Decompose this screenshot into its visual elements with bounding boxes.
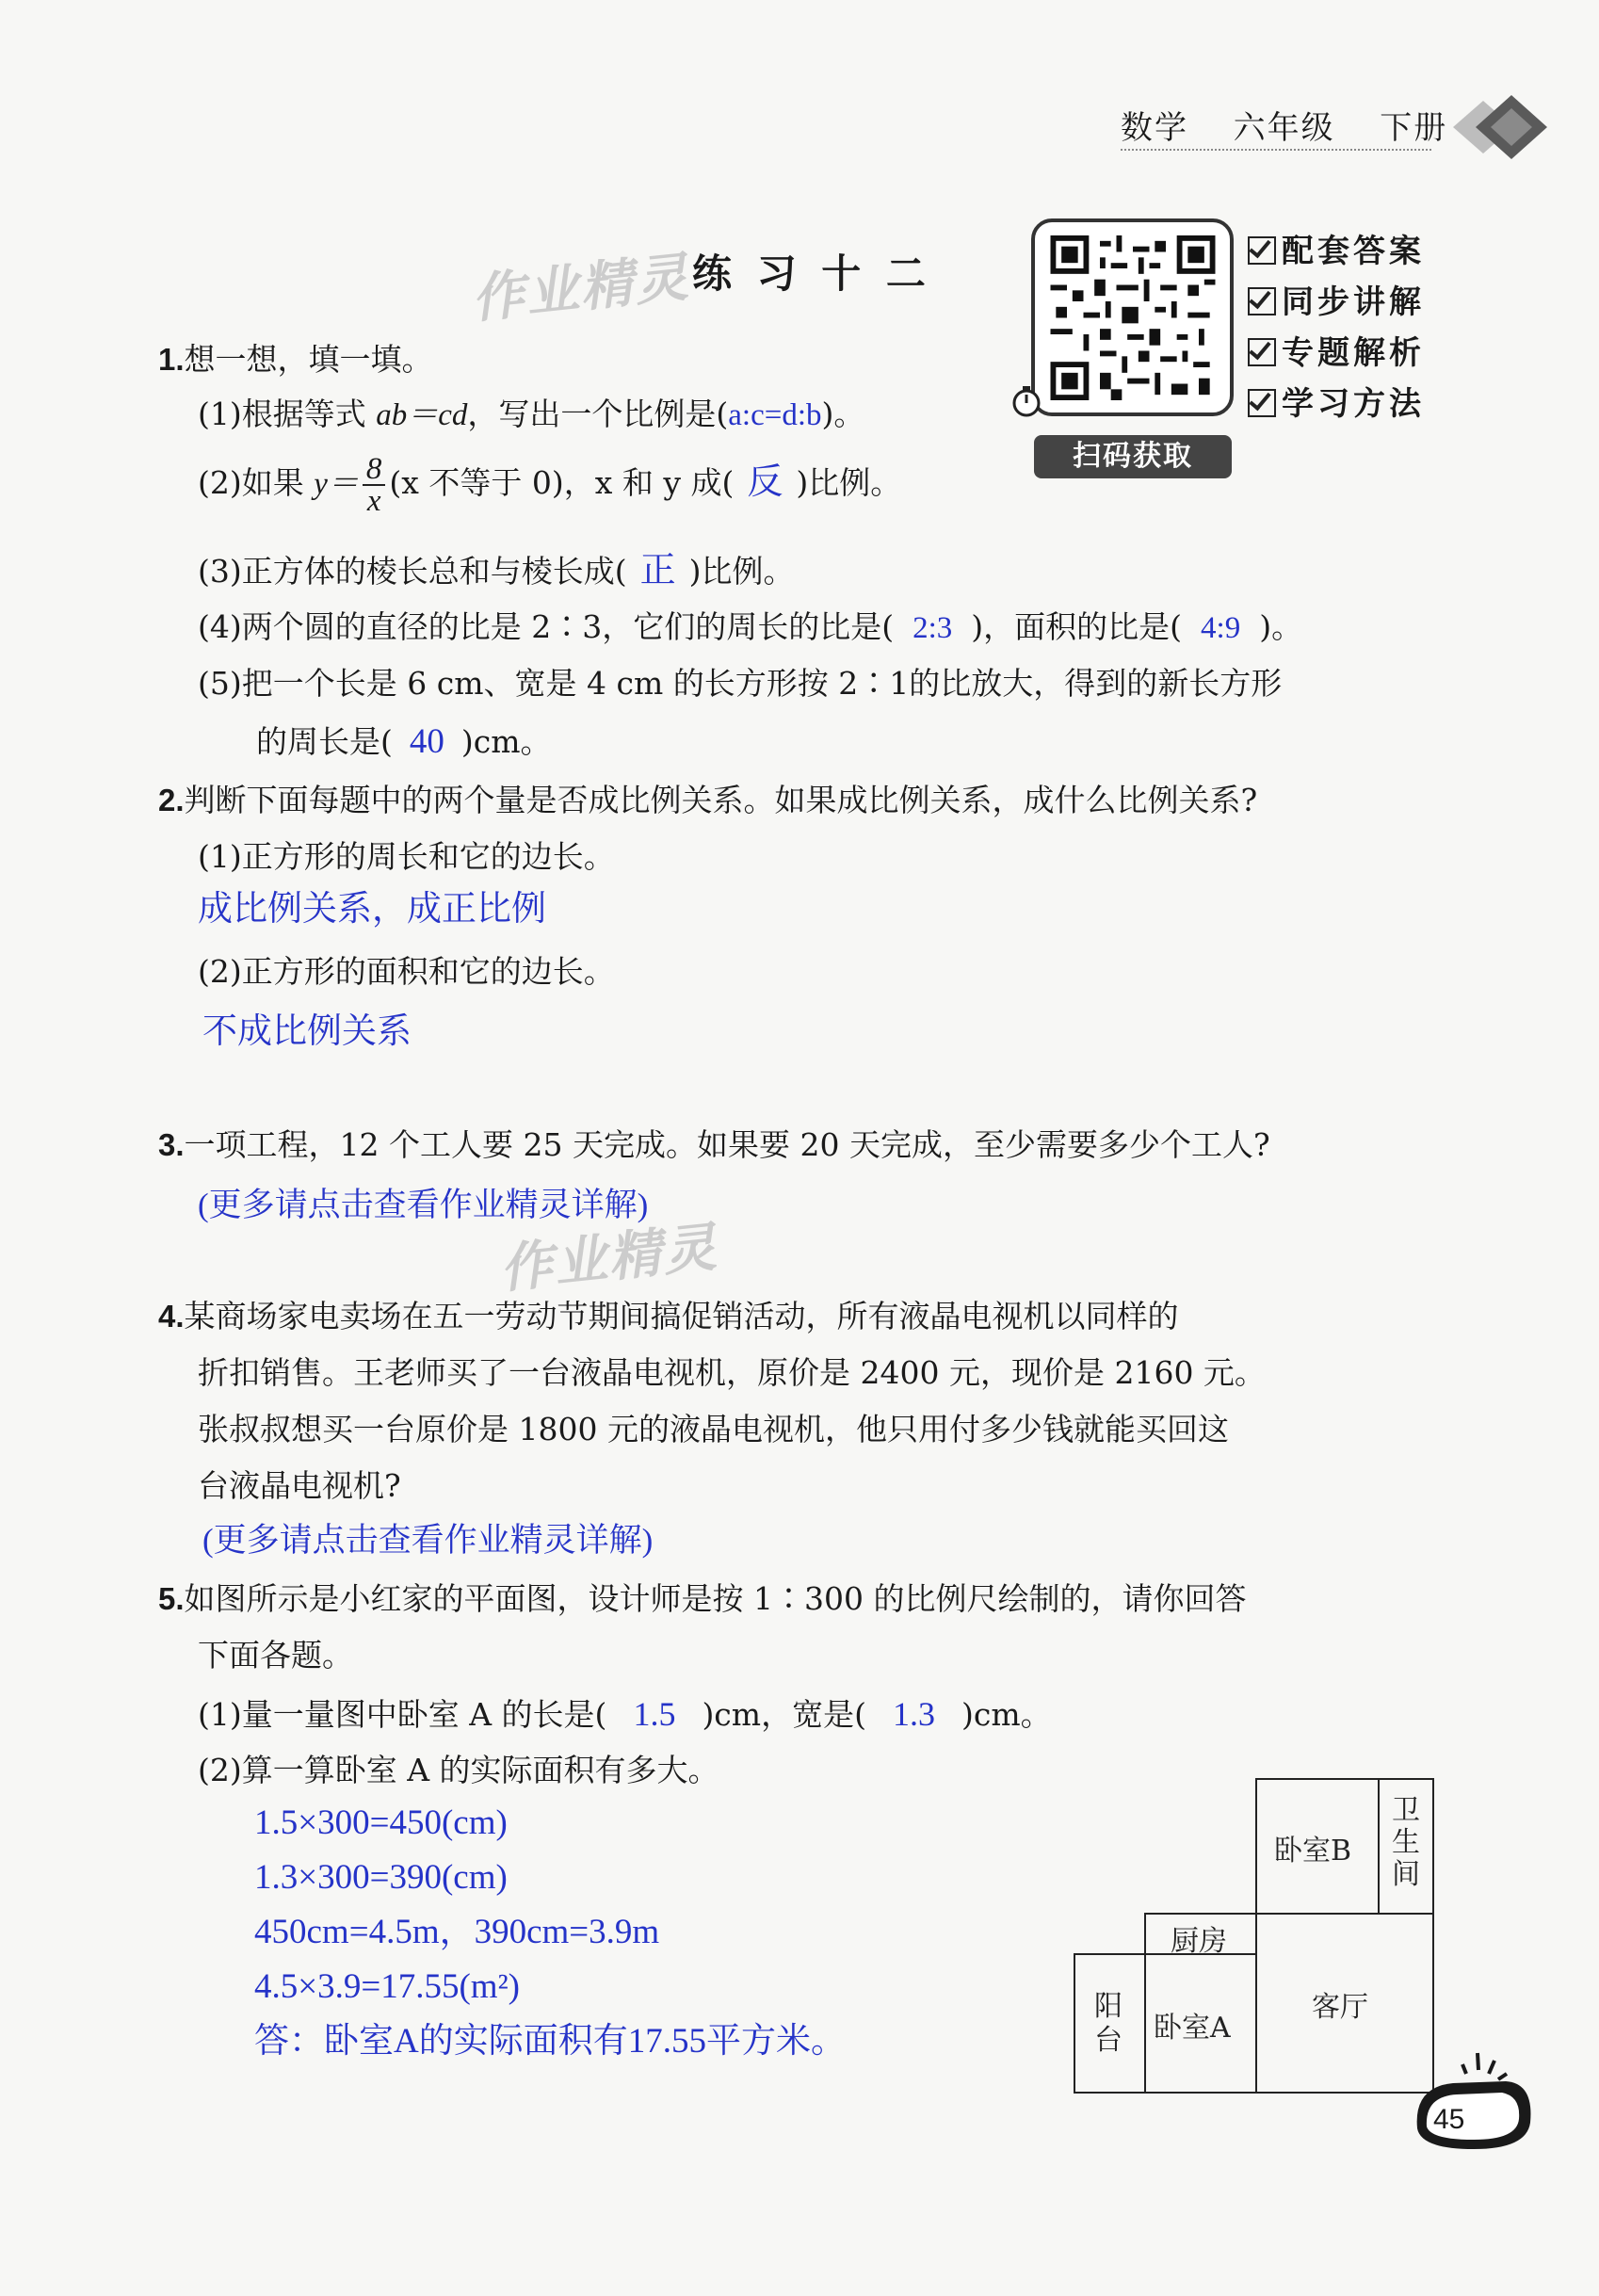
q2-stem-text: 判断下面每题中的两个量是否成比例关系。如果成比例关系，成什么比例关系? [184, 782, 1258, 818]
answer: 2:3 [913, 611, 953, 645]
answer: 40 [409, 722, 444, 761]
q5-work-line: 1.5×300=450(cm) [254, 1803, 508, 1842]
label-char: 阳 [1094, 1990, 1123, 2023]
q1-part4 [198, 608, 1302, 647]
qr-frame[interactable] [1031, 218, 1234, 416]
header-grade: 六年级 [1233, 109, 1335, 147]
q2-part1: (1)正方形的周长和它的边长。 [198, 838, 615, 875]
text: )cm。 [460, 723, 552, 760]
q4-number: 4. [158, 1299, 185, 1334]
checkbox-icon [1248, 236, 1276, 265]
q3-stem-text: 一项工程，12 个工人要 25 天完成。如果要 20 天完成，至少需要多少个工人? [184, 1126, 1270, 1163]
watermark: 作业精灵 [468, 247, 693, 331]
q5-part2: (2)算一算卧室 A 的实际面积有多大。 [198, 1752, 719, 1788]
header-underline [1121, 149, 1431, 151]
q1-part3 [198, 552, 795, 590]
q4-line: 台液晶电视机? [198, 1467, 401, 1504]
label-char: 生 [1392, 1826, 1420, 1859]
q3-stem [158, 1126, 1270, 1164]
q5-number: 5. [158, 1581, 185, 1616]
q1-part2 [198, 454, 901, 516]
q4-line: 某商场家电卖场在五一劳动节期间搞促销活动，所有液晶电视机以同样的 [184, 1298, 1179, 1334]
feature-item [1248, 277, 1425, 328]
text: )cm，宽是( [702, 1696, 866, 1733]
text: )，面积的比是( [971, 608, 1183, 645]
equation: ab＝cd [376, 398, 468, 432]
answer: 正 [639, 551, 676, 590]
text: (2)如果 [198, 464, 315, 501]
timer-icon [1009, 384, 1043, 418]
label-kitchen: 厨房 [1171, 1925, 1227, 1958]
q5-work-line: 答：卧室A的实际面积有17.55平方米。 [254, 2022, 846, 2061]
text: (1)量一量图中卧室 A 的长是( [198, 1696, 607, 1733]
equation: y＝ [314, 467, 359, 501]
q1-part5-line2 [256, 723, 552, 761]
header-diamond-icon [1446, 89, 1554, 165]
q4-stem [158, 1298, 1179, 1335]
text: )。 [1259, 608, 1303, 645]
answer: a:c=d:b [728, 398, 822, 432]
text: )。 [821, 396, 865, 432]
feature-label: 配套答案 [1282, 233, 1425, 270]
q5-work-line: 450cm=4.5m，390cm=3.9m [254, 1913, 660, 1951]
q2-part2-answer: 不成比例关系 [202, 1012, 412, 1051]
q5-work-line: 1.3×300=390(cm) [254, 1858, 508, 1897]
q5-line: 下面各题。 [198, 1637, 353, 1673]
q4-answer-link[interactable]: (更多请点击查看作业精灵详解) [202, 1522, 654, 1559]
q1-part5-line1: (5)把一个长是 6 cm、宽是 4 cm 的长方形按 2∶1的比放大，得到的新长方形 [198, 665, 1283, 702]
checkbox-icon [1248, 389, 1276, 417]
feature-label: 专题解析 [1282, 334, 1425, 372]
q1-stem-text: 想一想，填一填。 [184, 341, 433, 378]
text: ，写出一个比例是( [467, 396, 729, 432]
label-char: 间 [1392, 1858, 1420, 1891]
q5-part1 [198, 1695, 1052, 1734]
label-living-room: 客厅 [1312, 1991, 1368, 2024]
answer: 1.3 [892, 1695, 935, 1733]
text: (1)根据等式 [198, 396, 377, 432]
q1-number: 1. [158, 342, 185, 377]
feature-label: 学习方法 [1282, 385, 1425, 423]
page-title: 练 习 十 二 [692, 251, 931, 297]
checkbox-icon [1248, 338, 1276, 366]
label-char: 台 [1094, 2024, 1123, 2057]
q2-number: 2. [158, 783, 185, 817]
header-volume: 下册 [1380, 109, 1448, 147]
numerator: 8 [363, 454, 386, 486]
q3-number: 3. [158, 1127, 185, 1162]
page-header [1121, 102, 1447, 148]
page-number: 45 [1433, 2104, 1465, 2135]
scan-badge[interactable] [1034, 435, 1232, 478]
qr-feature-list [1248, 226, 1425, 429]
fraction [363, 454, 386, 516]
text: (3)正方体的棱长总和与棱长成( [198, 553, 627, 590]
text: )比例。 [688, 553, 795, 590]
text: (x 不等于 0)，x 和 y 成( [389, 464, 735, 501]
text: )比例。 [796, 464, 902, 501]
q5-work-line: 4.5×3.9=17.55(m²) [254, 1967, 520, 2006]
denominator: x [366, 484, 381, 518]
answer: 1.5 [633, 1695, 676, 1733]
answer: 反 [747, 462, 783, 502]
label-char: 卫 [1392, 1794, 1420, 1827]
page-number-badge-icon [1408, 2025, 1540, 2157]
q2-stem [158, 782, 1257, 819]
qr-code-icon [1048, 235, 1218, 400]
watermark: 作业精灵 [496, 1217, 721, 1301]
header-subject: 数学 [1121, 109, 1188, 147]
feature-item [1248, 379, 1425, 429]
checkbox-icon [1248, 287, 1276, 315]
text: (4)两个圆的直径的比是 2∶3，它们的周长的比是( [198, 608, 895, 645]
q2-part1-answer: 成比例关系，成正比例 [198, 890, 546, 929]
q3-answer-link[interactable]: (更多请点击查看作业精灵详解) [198, 1187, 649, 1223]
feature-item [1248, 226, 1425, 277]
label-bedroom-b: 卧室B [1274, 1835, 1352, 1868]
scan-label: 扫码获取 [1073, 440, 1193, 473]
answer: 4:9 [1201, 611, 1241, 645]
floor-plan [1074, 1778, 1436, 2094]
text: )cm。 [961, 1696, 1052, 1733]
q1-stem [158, 341, 433, 379]
feature-item [1248, 328, 1425, 379]
q4-line: 张叔叔想买一台原价是 1800 元的液晶电视机，他只用付多少钱就能买回这 [198, 1411, 1229, 1447]
q5-line: 如图所示是小红家的平面图，设计师是按 1∶300 的比例尺绘制的，请你回答 [184, 1580, 1247, 1617]
q1-part1 [198, 396, 864, 434]
feature-label: 同步讲解 [1282, 283, 1425, 321]
label-bedroom-a: 卧室A [1154, 2012, 1231, 2045]
text: 的周长是( [256, 723, 393, 760]
q4-line: 折扣销售。王老师买了一台液晶电视机，原价是 2400 元，现价是 2160 元。 [198, 1354, 1266, 1391]
label-bathroom [1392, 1795, 1420, 1891]
label-balcony [1094, 1990, 1123, 2058]
q2-part2: (2)正方形的面积和它的边长。 [198, 953, 615, 990]
q5-stem [158, 1580, 1247, 1618]
